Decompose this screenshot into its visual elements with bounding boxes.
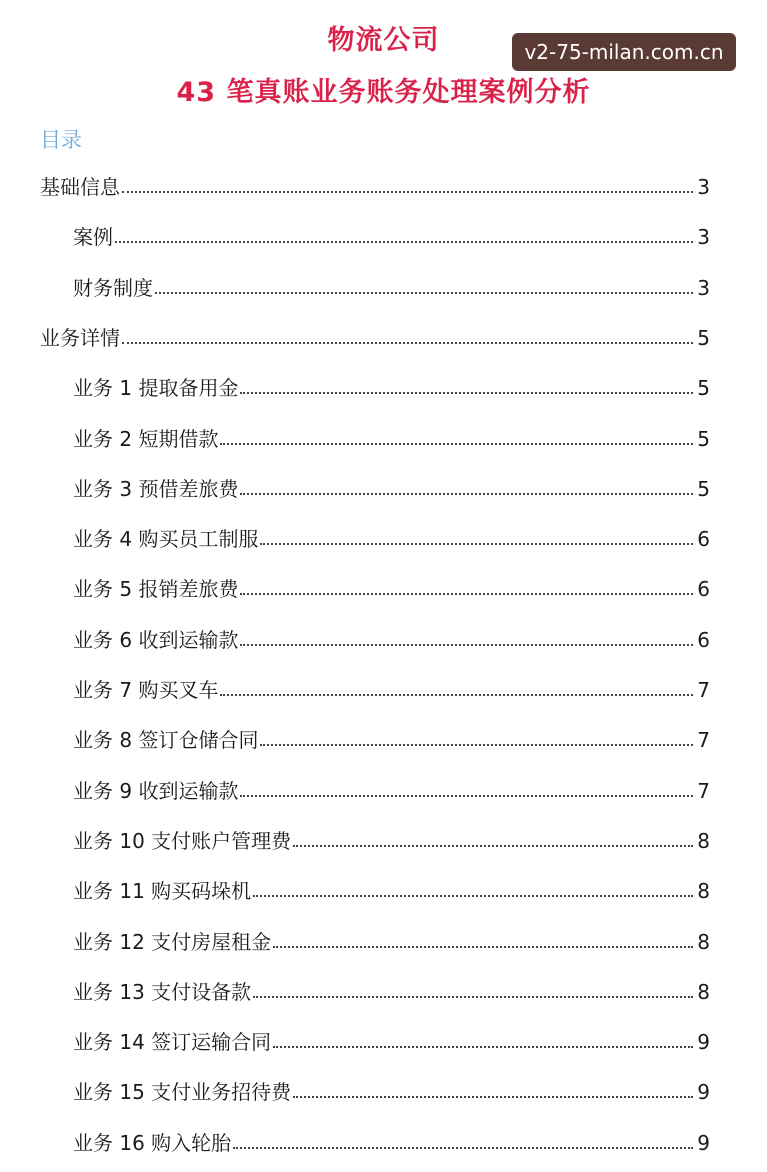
toc-page-number: 8 xyxy=(697,980,710,1004)
toc-page-number: 9 xyxy=(697,1131,710,1155)
toc-page-number: 3 xyxy=(697,175,710,199)
toc-page-number: 5 xyxy=(697,427,710,451)
toc-dot-leader xyxy=(115,241,693,243)
toc-subsection-entry[interactable] xyxy=(73,921,710,955)
toc-entry-label: 业务 10 支付账户管理费 xyxy=(73,829,292,853)
toc-heading: 目录 xyxy=(40,128,82,152)
toc-page-number: 8 xyxy=(697,930,710,954)
toc-dot-leader xyxy=(253,895,693,897)
toc-page-number: 7 xyxy=(697,728,710,752)
toc-page-number: 3 xyxy=(697,225,710,249)
toc-dot-leader xyxy=(240,392,693,394)
toc-page-number: 7 xyxy=(697,779,710,803)
toc-subsection-entry[interactable] xyxy=(73,1021,710,1055)
toc-dot-leader xyxy=(260,744,693,746)
toc-subsection-entry[interactable] xyxy=(73,870,710,904)
toc-page-number: 6 xyxy=(697,527,710,551)
toc-dot-leader xyxy=(122,191,693,193)
toc-subsection-entry[interactable] xyxy=(73,468,710,502)
toc-entry-label: 业务 4 购买员工制服 xyxy=(73,527,259,551)
toc-entry-label: 业务 6 收到运输款 xyxy=(73,628,239,652)
toc-page-number: 6 xyxy=(697,577,710,601)
toc-dot-leader xyxy=(253,996,693,998)
watermark-badge: v2-75-milan.com.cn xyxy=(512,33,736,71)
toc-dot-leader xyxy=(220,443,693,445)
toc-entry-label: 业务详情 xyxy=(40,326,120,350)
document-subtitle: 43 笔真账业务账务处理案例分析 xyxy=(176,77,591,108)
toc-dot-leader xyxy=(273,946,693,948)
toc-section-entry[interactable] xyxy=(40,166,710,200)
toc-page-number: 8 xyxy=(697,829,710,853)
toc-entry-label: 业务 5 报销差旅费 xyxy=(73,577,239,601)
toc-page-number: 5 xyxy=(697,376,710,400)
toc-subsection-entry[interactable] xyxy=(73,719,710,753)
toc-dot-leader xyxy=(260,543,693,545)
toc-entry-label: 业务 14 签订运输合同 xyxy=(73,1030,272,1054)
toc-entry-label: 业务 2 短期借款 xyxy=(73,427,219,451)
toc-entry-label: 业务 7 购买叉车 xyxy=(73,678,219,702)
toc-dot-leader xyxy=(240,493,693,495)
toc-subsection-entry[interactable] xyxy=(73,1071,710,1105)
toc-dot-leader xyxy=(155,292,693,294)
toc-page-number: 7 xyxy=(697,678,710,702)
toc-page-number: 6 xyxy=(697,628,710,652)
toc-entry-label: 业务 1 提取备用金 xyxy=(73,376,239,400)
toc-page-number: 9 xyxy=(697,1030,710,1054)
toc-entry-label: 业务 3 预借差旅费 xyxy=(73,477,239,501)
toc-section-entry[interactable] xyxy=(40,317,710,351)
toc-page-number: 5 xyxy=(697,477,710,501)
toc-page-number: 3 xyxy=(697,276,710,300)
toc-subsection-entry[interactable] xyxy=(73,518,710,552)
toc-page-number: 5 xyxy=(697,326,710,350)
toc-dot-leader xyxy=(240,593,693,595)
toc-entry-label: 基础信息 xyxy=(40,175,120,199)
toc-page-number: 9 xyxy=(697,1080,710,1104)
toc-entry-label: 业务 12 支付房屋租金 xyxy=(73,930,272,954)
toc-subsection-entry[interactable] xyxy=(73,367,710,401)
toc-dot-leader xyxy=(293,1096,693,1098)
toc-entry-label: 财务制度 xyxy=(73,276,153,300)
toc-page-number: 8 xyxy=(697,879,710,903)
toc-dot-leader xyxy=(293,845,693,847)
toc-entry-label: 业务 8 签订仓储合同 xyxy=(73,728,259,752)
toc-subsection-entry[interactable] xyxy=(73,770,710,804)
document-title: 物流公司 xyxy=(327,25,440,56)
toc-entry-label: 业务 16 购入轮胎 xyxy=(73,1131,232,1155)
toc-subsection-entry[interactable] xyxy=(73,1122,710,1156)
toc-dot-leader xyxy=(240,644,693,646)
toc-subsection-entry[interactable] xyxy=(73,267,710,301)
toc-subsection-entry[interactable] xyxy=(73,568,710,602)
toc-dot-leader xyxy=(122,342,693,344)
toc-dot-leader xyxy=(233,1147,693,1149)
toc-dot-leader xyxy=(240,795,693,797)
toc-dot-leader xyxy=(273,1046,693,1048)
toc-subsection-entry[interactable] xyxy=(73,820,710,854)
toc-entry-label: 案例 xyxy=(73,225,113,249)
toc-subsection-entry[interactable] xyxy=(73,418,710,452)
toc-dot-leader xyxy=(220,694,693,696)
toc-entry-label: 业务 15 支付业务招待费 xyxy=(73,1080,292,1104)
toc-entry-label: 业务 11 购买码垛机 xyxy=(73,879,252,903)
toc-entry-label: 业务 13 支付设备款 xyxy=(73,980,252,1004)
toc-entry-label: 业务 9 收到运输款 xyxy=(73,779,239,803)
toc-subsection-entry[interactable] xyxy=(73,619,710,653)
toc-subsection-entry[interactable] xyxy=(73,669,710,703)
toc-subsection-entry[interactable] xyxy=(73,971,710,1005)
toc-subsection-entry[interactable] xyxy=(73,216,710,250)
